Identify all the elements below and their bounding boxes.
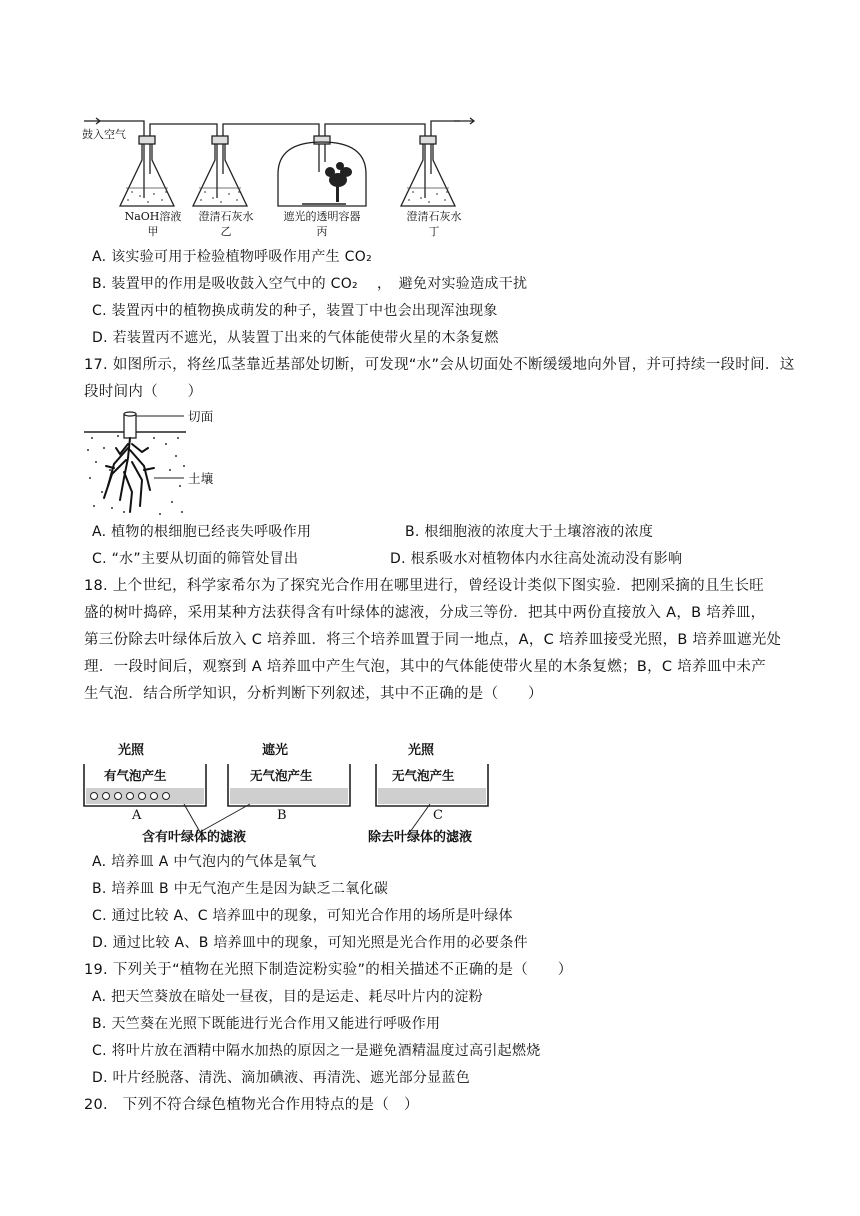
flask-yi-name: 澄清石灰水 bbox=[198, 210, 254, 223]
container-bing-name: 遮光的透明容器 bbox=[283, 210, 361, 223]
dish-c-light-label: 光照 bbox=[408, 743, 435, 758]
fig-soil-label: 土壤 bbox=[188, 471, 214, 486]
q18-option-c: C. 通过比较 A、C 培养皿中的现象，可知光合作用的场所是叶绿体 bbox=[92, 908, 513, 924]
filtrate-with-chloroplast-label: 含有叶绿体的滤液 bbox=[142, 830, 247, 845]
q17-option-a: A. 植物的根细胞已经丧失呼吸作用 bbox=[92, 524, 312, 540]
q18-option-a: A. 培养皿 A 中气泡内的气体是氧气 bbox=[92, 854, 317, 870]
q17-option-d: D. 根系吸水对植物体内水往高处流动没有影响 bbox=[390, 551, 683, 567]
flask-yi-letter: 乙 bbox=[220, 225, 232, 238]
container-bing-letter: 丙 bbox=[316, 225, 328, 238]
flask-jia-letter: 甲 bbox=[147, 225, 159, 238]
q20-stem: 20. 下列不符合绿色植物光合作用特点的是（ ） bbox=[84, 1097, 419, 1113]
dish-b-letter: B bbox=[277, 808, 287, 823]
q17-stem-line2: 段时间内（ ） bbox=[84, 384, 203, 400]
dish-b-shade-label: 遮光 bbox=[262, 743, 289, 758]
q16-option-b: B. 装置甲的作用是吸收鼓入空气中的 CO₂ ， 避免对实验造成干扰 bbox=[92, 276, 528, 292]
q16-option-a: A. 该实验可用于检验植物呼吸作用产生 CO₂ bbox=[92, 249, 372, 265]
filtrate-without-chloroplast-label: 除去叶绿体的滤液 bbox=[368, 830, 473, 845]
q19-option-b: B. 天竺葵在光照下既能进行光合作用又能进行呼吸作用 bbox=[92, 1016, 441, 1032]
flask-jia-name: NaOH溶液 bbox=[124, 210, 182, 223]
dish-c-text: 无气泡产生 bbox=[392, 768, 455, 783]
q16-option-d: D. 若装置丙不遮光，从装置丁出来的气体能使带火星的木条复燃 bbox=[92, 330, 499, 346]
dish-b-text: 无气泡产生 bbox=[250, 768, 313, 783]
q19-stem: 19. 下列关于“植物在光照下制造淀粉实验”的相关描述不正确的是（ ） bbox=[84, 962, 573, 978]
q18-stem-line4: 理．一段时间后，观察到 A 培养皿中产生气泡，其中的气体能使带火星的木条复燃；B，C 培养皿中未产 bbox=[84, 659, 767, 675]
cut-stem-root-figure bbox=[84, 408, 254, 520]
dish-a-light-label: 光照 bbox=[118, 743, 145, 758]
q16-option-c: C. 装置丙中的植物换成萌发的种子，装置丁中也会出现浑浊现象 bbox=[92, 303, 498, 319]
q18-stem-line5: 生气泡．结合所学知识，分析判断下列叙述，其中不正确的是（ ） bbox=[84, 686, 543, 702]
q19-option-c: C. 将叶片放在酒精中隔水加热的原因之一是避免酒精温度过高引起燃烧 bbox=[92, 1043, 541, 1059]
q18-stem-line3: 第三份除去叶绿体后放入 C 培养皿．将三个培养皿置于同一地点，A，C 培养皿接受光照，B 培养皿遮光处 bbox=[84, 632, 782, 648]
fig-cut-label: 切面 bbox=[188, 409, 214, 424]
flask-ding-letter: 丁 bbox=[428, 225, 440, 238]
q18-option-b: B. 培养皿 B 中无气泡产生是因为缺乏二氧化碳 bbox=[92, 881, 389, 897]
dish-a-letter: A bbox=[132, 808, 142, 823]
dish-a-text: 有气泡产生 bbox=[104, 768, 167, 783]
inlet-label: 鼓入空气 bbox=[82, 128, 126, 141]
dish-c-letter: C bbox=[433, 808, 443, 823]
q17-stem-line1: 17. 如图所示，将丝瓜茎靠近基部处切断，可发现“水”会从切面处不断缓缓地向外冒，并可持续一段时间．这 bbox=[84, 357, 795, 373]
q19-option-d: D. 叶片经脱落、清洗、滴加碘液、再清洗、遮光部分显蓝色 bbox=[92, 1070, 471, 1086]
q18-stem-line1: 18. 上个世纪，科学家希尔为了探究光合作用在哪里进行，曾经设计类似下图实验．把刚采摘的且生长旺 bbox=[84, 578, 765, 594]
flask-ding-name: 澄清石灰水 bbox=[406, 210, 462, 223]
q18-option-d: D. 通过比较 A、B 培养皿中的现象，可知光照是光合作用的必要条件 bbox=[92, 935, 528, 951]
q17-option-b: B. 根细胞液的浓度大于土壤溶液的浓度 bbox=[405, 524, 654, 540]
q17-option-c: C. “水”主要从切面的筛管处冒出 bbox=[92, 551, 299, 567]
q19-option-a: A. 把天竺葵放在暗处一昼夜，目的是运走、耗尽叶片内的淀粉 bbox=[92, 989, 483, 1005]
q18-stem-line2: 盛的树叶捣碎，采用某种方法获得含有叶绿体的滤液，分成三等份．把其中两份直接放入 A，B 培养皿， bbox=[84, 605, 766, 621]
